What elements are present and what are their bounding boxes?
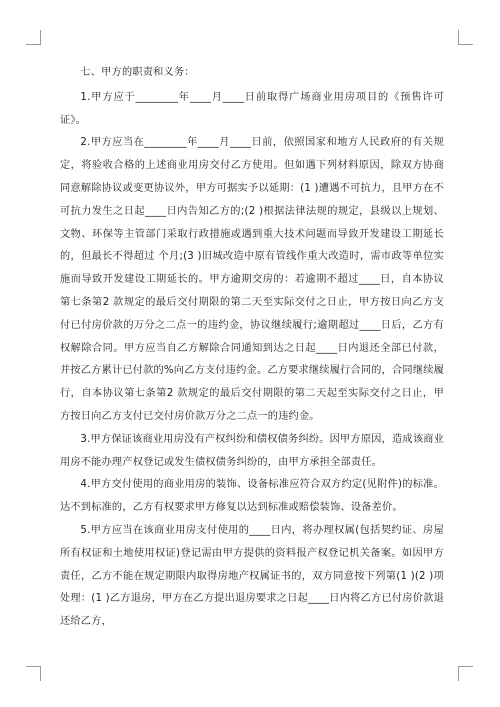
crop-mark-top-right — [458, 30, 473, 45]
clause-5: 5.甲方应当在该商业用房支付使用的____日内，将办理权属(包括契约证、房屋所有权证和土地使用权证)登记需由甲方提供的资料报产权登记机关备案。如因甲方责任，乙方不能在规定期限内取得房地产权属证书的，双方同意按下列第(1 )(2 )项处理：(1 )乙方退房，甲方在乙方提出退房要求之日起____日内将乙方已付房价款退还给乙方， — [60, 524, 444, 628]
crop-mark-bottom-left — [26, 666, 41, 681]
crop-mark-bottom-right — [458, 666, 473, 681]
clause-4: 4.甲方交付使用的商业用房的装饰、设备标准应符合双方约定(见附件)的标准。达不到标准的，乙方有权要求甲方修复以达到标准或赔偿装饰、设备差价。 — [60, 479, 444, 514]
section-title: 七、甲方的职责和义务： — [80, 67, 195, 78]
clause-2: 2.甲方应当在________年____月____日前，依照国家和地方人民政府的有关规定，将验收合格的上述商业用房交付乙方使用。但如遇下列材料原因，除双方协商同意解除协议或变更协议外，甲方可据实予以延期：(1 )遭遇不可抗力，且甲方在不可抗力发生之日起____日内告知乙方的;(2 )根据法律法规的规定，县级以上规划、文物、环保等主管部门采取行政措施或遇到重大技术问题而导致开发建设工期延长的，但最长不得超过 个月;(3 )旧城改造中原有管线作重大改造时，需市政等单位实施而导致开发建设工期延长的。甲方逾期交房的：若逾期不超过____日，自本协议第七条第2 款规定的最后交付期限的第二天至实际交付之日止，甲方按日向乙方支付已付房价款的万分之二点一的违约金，协议继续履行;逾期超过____日后，乙方有权解除合同。甲方应当自乙方解除合同通知到达之日起____日内退还全部已付款，并按乙方累计已付款的%向乙方支付违约金。乙方要求继续履行合同的，合同继续履行，自本协议第七条第2 款规定的最后交付期限的第二天起至实际交付之日止，甲方按日向乙方支付已交付房价款万分之二点一的违约金。 — [60, 137, 444, 422]
crop-mark-top-left — [26, 30, 41, 45]
document-body — [60, 62, 444, 634]
clause-3: 3.甲方保证该商业用房没有产权纠纷和债权债务纠纷。因甲方原因，造成该商业用房不能办理产权登记或发生债权债务纠纷的，由甲方承担全部责任。 — [60, 433, 444, 468]
clause-1: 1.甲方应于________年____月____日前取得广场商业用房项目的《预售许可证》。 — [60, 91, 444, 126]
